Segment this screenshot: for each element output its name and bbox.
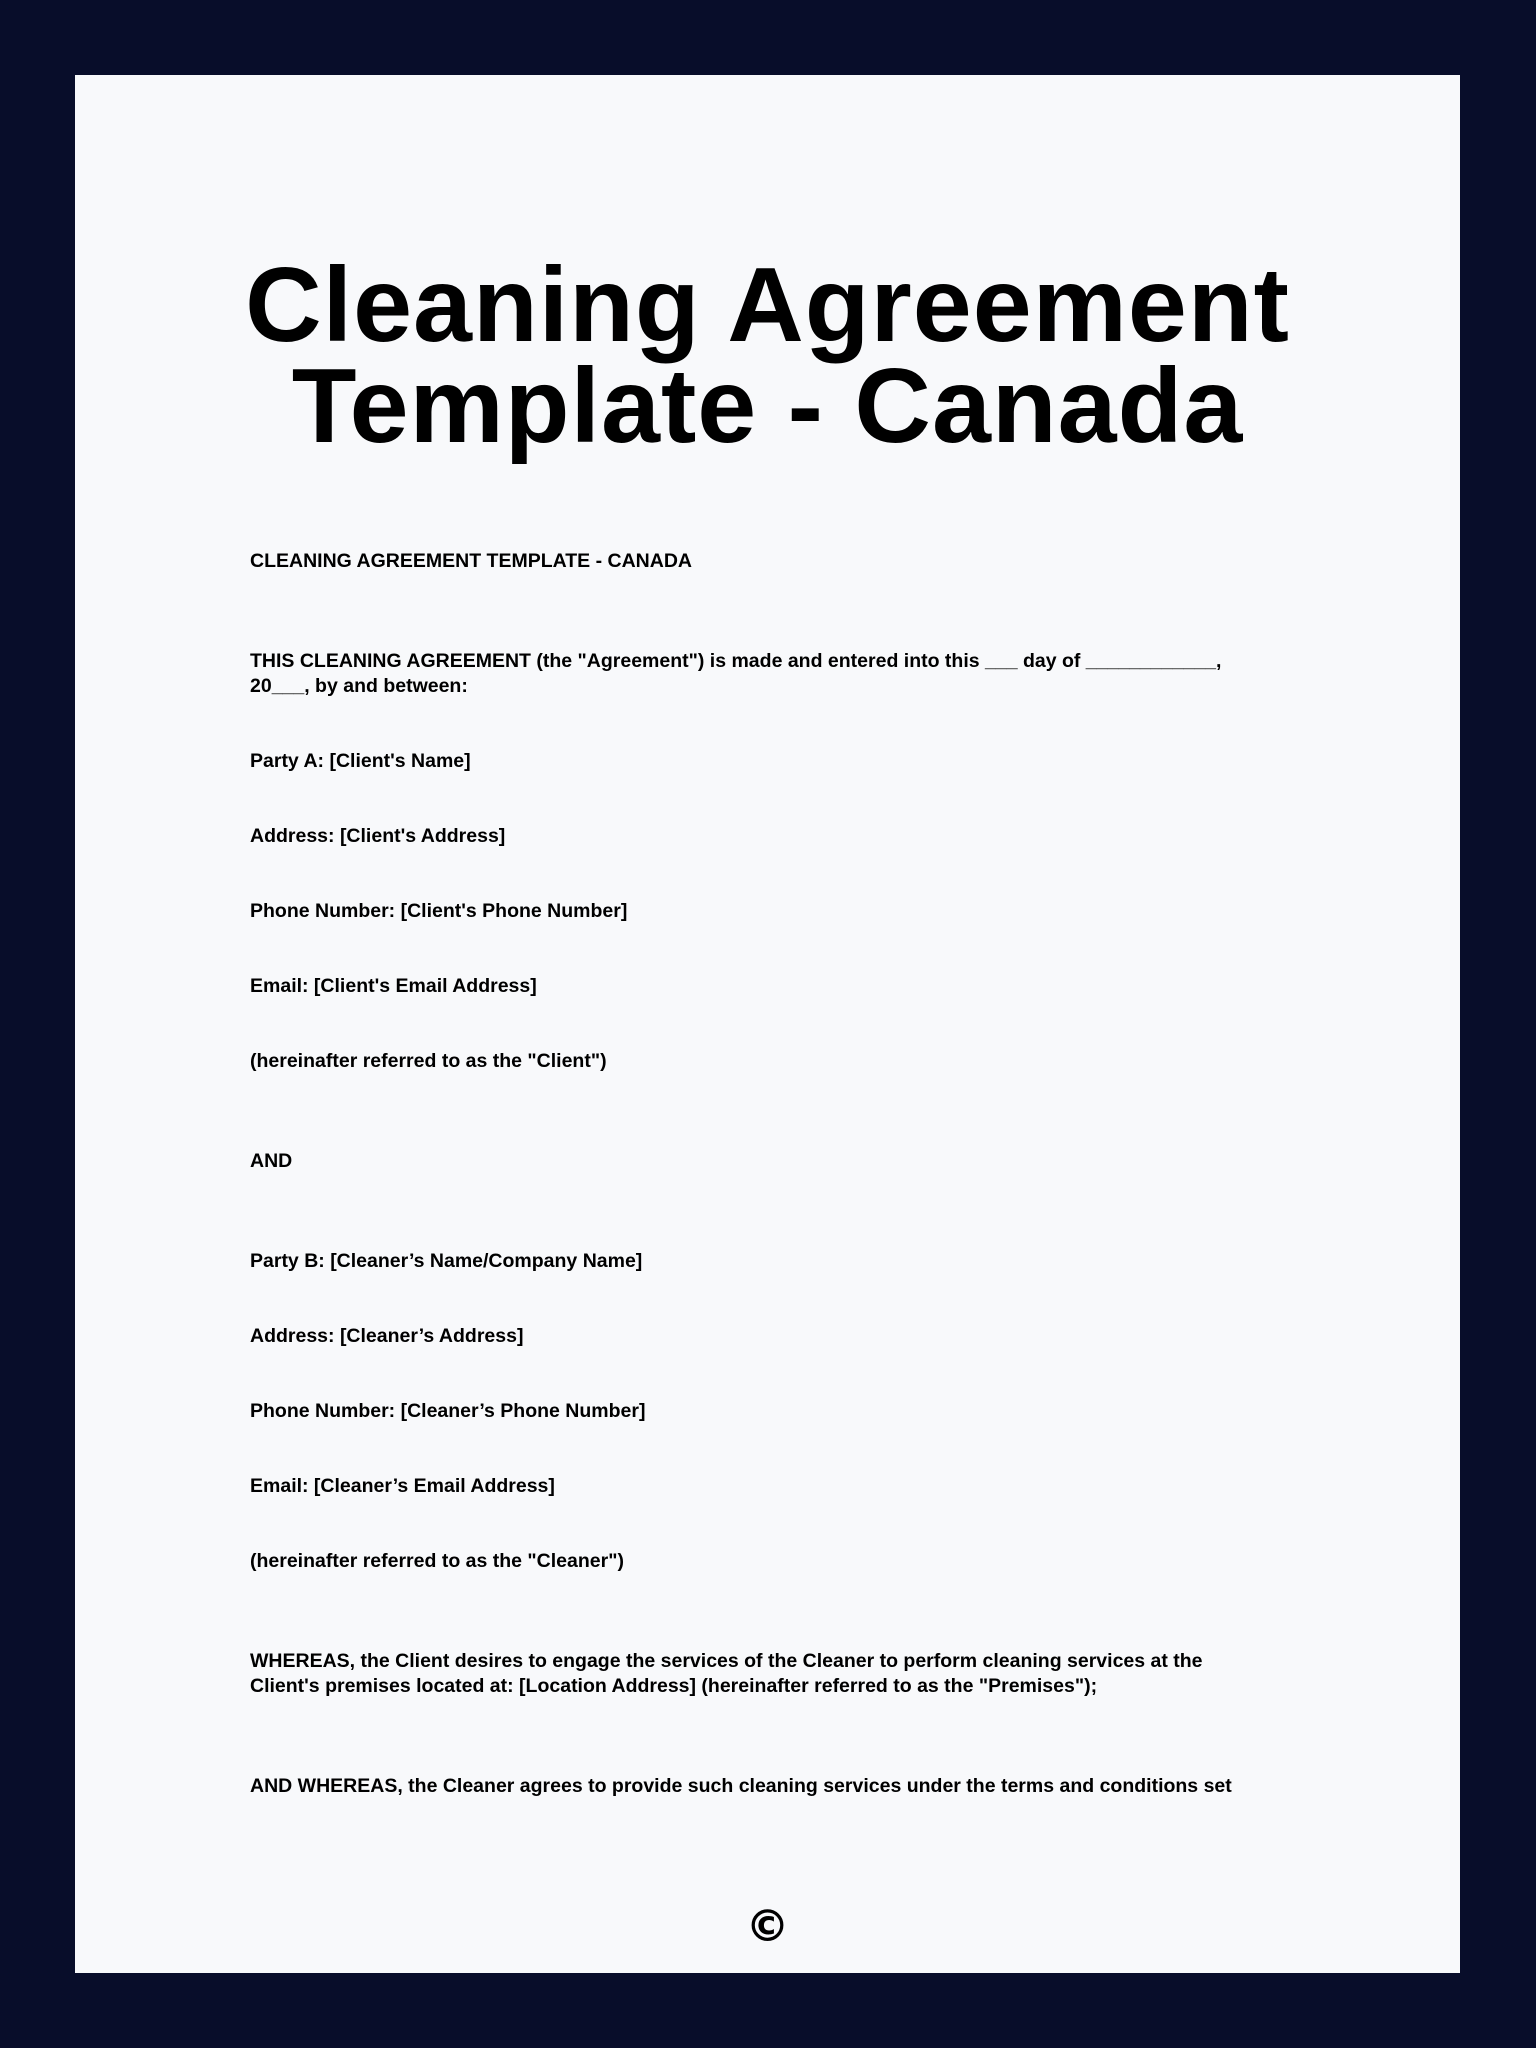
party-a-name: Party A: [Client's Name]: [250, 750, 471, 772]
party-a-phone: Phone Number: [Client's Phone Number]: [250, 900, 628, 922]
intro-line-2: 20___, by and between:: [250, 675, 468, 697]
copyright-icon: ©: [745, 1901, 790, 1952]
party-b-address: Address: [Cleaner’s Address]: [250, 1325, 524, 1347]
document-page: [75, 75, 1460, 1973]
party-b-referred: (hereinafter referred to as the "Cleaner"): [250, 1550, 624, 1572]
title-line-2: Template - Canada: [291, 347, 1244, 465]
whereas-line-1: WHEREAS, the Client desires to engage the services of the Cleaner to perform cleaning services at the: [250, 1650, 1203, 1672]
intro-line-1: THIS CLEANING AGREEMENT (the "Agreement") is made and entered into this ___ day of ____________,: [250, 650, 1222, 672]
and-whereas-paragraph: AND WHEREAS, the Cleaner agrees to provide such cleaning services under the terms and conditions set: [250, 1775, 1232, 1797]
title-line-1: Cleaning Agreement: [245, 246, 1290, 364]
party-a-address: Address: [Client's Address]: [250, 825, 506, 847]
party-a-referred: (hereinafter referred to as the "Client"): [250, 1050, 607, 1072]
party-a-email: Email: [Client's Email Address]: [250, 975, 537, 997]
and-separator: AND: [250, 1150, 293, 1172]
whereas-paragraph: [250, 1649, 1310, 1699]
party-b-name: Party B: [Cleaner’s Name/Company Name]: [250, 1250, 643, 1272]
document-title: [75, 246, 1460, 465]
party-b-email: Email: [Cleaner’s Email Address]: [250, 1475, 555, 1497]
whereas-line-2: Client's premises located at: [Location Address] (hereinafter referred to as the "Premises");: [250, 1675, 1098, 1697]
agreement-heading: CLEANING AGREEMENT TEMPLATE - CANADA: [250, 550, 692, 572]
party-b-phone: Phone Number: [Cleaner’s Phone Number]: [250, 1400, 646, 1422]
intro-paragraph: [250, 649, 1310, 699]
